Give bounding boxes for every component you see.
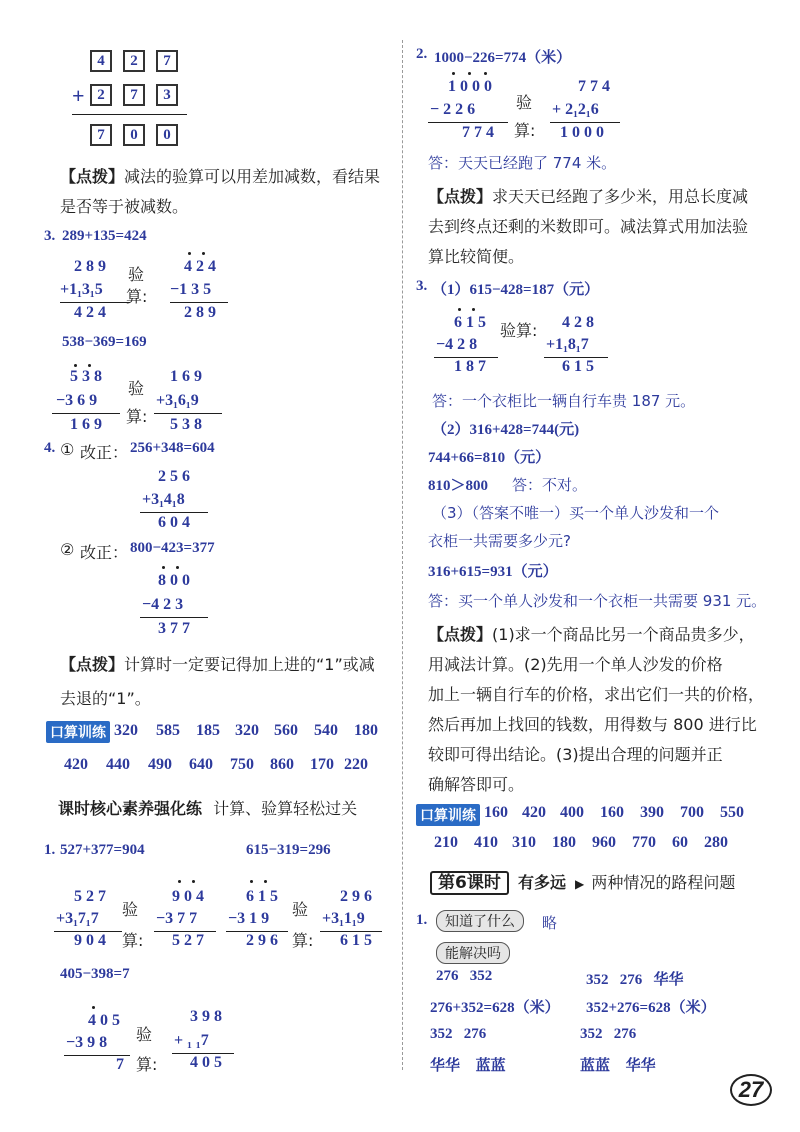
q4-number: 4. <box>44 440 56 456</box>
r-q1-line2a: 276+352=628（米） <box>430 1000 560 1016</box>
r-q3-hint-line2: 用减法计算。(2)先用一个单人沙发的价格 <box>428 655 723 674</box>
r-q3-answer1: 答：一个衣柜比一辆自行车贵 187 元。 <box>432 392 696 410</box>
r-q2-hint-line1: 【点拨】求天天已经跑了多少米，用总长度减 <box>428 187 749 206</box>
r-q2-equation: 1000−226=774（米） <box>434 50 572 66</box>
digit-box: 0 <box>156 124 178 146</box>
r-q1-line4a: 华华 蓝蓝 <box>430 1056 506 1074</box>
q1-equation-2: 615−319=296 <box>246 842 331 858</box>
yan-label: 验 <box>122 900 139 919</box>
r-q3-hint-line4: 然后再加上找回的钱数，用得数与 800 进行比 <box>428 715 757 734</box>
q3-equation-1: 289+135=424 <box>62 228 147 244</box>
hint-1-line1: 【点拨】减法的验算可以用差加减数，看结果 <box>60 167 381 186</box>
q4-circle-2: ② <box>60 540 75 559</box>
yan-label: 验 <box>136 1025 153 1044</box>
sum-line <box>72 114 187 115</box>
oral-training-badge-right: 口算训练 <box>416 804 480 826</box>
digit-box: 7 <box>90 124 112 146</box>
yan-label: 验 <box>128 265 145 284</box>
r-q3-answer3: 答：买一个单人沙发和一个衣柜一共需要 931 元。 <box>428 592 767 610</box>
r-q3-hint-line6: 确解答即可。 <box>428 775 525 794</box>
suan-label: 算: <box>136 1055 158 1074</box>
lesson-tag: 第6课时 <box>430 871 509 895</box>
r-q1-line4b: 蓝蓝 华华 <box>580 1056 656 1074</box>
q4-fix-label-1: 改正： <box>80 443 129 462</box>
r-q3-hint-line5: 较即可得出结论。(3)提出合理的问题并正 <box>428 745 723 764</box>
r-q2-number: 2. <box>416 46 428 62</box>
q4-circle-1: ① <box>60 440 75 459</box>
yan-suan-label: 验算: <box>500 321 538 340</box>
digit-box: 7 <box>123 84 145 106</box>
q1-number: 1. <box>44 842 56 858</box>
yan-label: 验 <box>516 93 533 112</box>
r-q3-number: 3. <box>416 278 428 294</box>
digit-box: 3 <box>156 84 178 106</box>
suan-label: 算: <box>514 121 536 140</box>
r-q3-part3c: 316+615=931（元） <box>428 564 558 580</box>
r-q3-part1: （1）615−428=187（元） <box>432 282 600 298</box>
suan-label: 算: <box>122 931 144 950</box>
r-q3-part3b: 衣柜一共需要多少元? <box>428 532 571 550</box>
r-q2-hint-line2: 去到终点还剩的米数即可。减法算式用加法验 <box>428 217 749 236</box>
r-q1-line2b: 352+276=628（米） <box>586 1000 716 1016</box>
suan-label: 算: <box>126 407 148 426</box>
q4-fix-label-2: 改正： <box>80 543 129 562</box>
digit-box: 4 <box>90 50 112 72</box>
q4-equation-2: 800−423=377 <box>130 540 215 556</box>
section-heading: 课时核心素养强化练 计算、验算轻松过关 <box>58 799 358 818</box>
q3-number: 3. <box>44 228 56 244</box>
column-divider <box>402 40 403 1070</box>
lue-answer: 略 <box>542 914 558 932</box>
q4-equation-1: 256+348=604 <box>130 440 215 456</box>
r-q3-hint-line1: 【点拨】(1)求一个商品比另一个商品贵多少， <box>428 625 755 644</box>
hint-2-line1: 【点拨】计算时一定要记得加上进的“1”或减 <box>60 655 375 674</box>
yan-label: 验 <box>292 900 309 919</box>
r-q3-part3a: （3）（答案不唯一）买一个单人沙发和一个 <box>432 504 720 522</box>
q1-equation-1: 527+377=904 <box>60 842 145 858</box>
solve-bubble: 能解决吗 <box>436 942 510 964</box>
suan-label: 算: <box>292 931 314 950</box>
digit-box: 2 <box>123 50 145 72</box>
digit-box: 2 <box>90 84 112 106</box>
yan-label: 验 <box>128 379 145 398</box>
r-q1-line1b: 352 276 华华 <box>586 972 684 988</box>
r-q3-part2b: 744+66=810（元） <box>428 450 551 466</box>
know-bubble: 知道了什么 <box>436 910 524 932</box>
q1-equation-3: 405−398=7 <box>60 966 130 982</box>
plus-sign: + <box>72 83 85 108</box>
suan-label: 算: <box>126 287 148 306</box>
r-q3-hint-line3: 加上一辆自行车的价格，求出它们一共的价格， <box>428 685 765 704</box>
page-number: 27 <box>730 1074 772 1106</box>
r-q3-part2c: 810＞800 <box>428 478 489 494</box>
oral-training-badge: 口算训练 <box>46 721 110 743</box>
hint-1-line2: 是否等于被减数。 <box>60 197 189 216</box>
r-q2-answer: 答：天天已经跑了 774 米。 <box>428 154 617 172</box>
lesson-header <box>430 868 735 893</box>
r-q1-line1a: 276 352 <box>436 968 493 984</box>
digit-box: 7 <box>156 50 178 72</box>
r-q1-line3a: 352 276 <box>430 1026 487 1042</box>
lesson-title: 有多远 <box>517 873 566 892</box>
r-q3-part2d: 答：不对。 <box>512 476 588 494</box>
arrow-icon: ▶ <box>575 877 585 891</box>
r-q1-number: 1. <box>416 912 428 928</box>
lesson-subtitle: 两种情况的路程问题 <box>591 873 736 892</box>
r-q3-part2: （2）316+428=744(元) <box>432 422 580 438</box>
hint-2-line2: 去退的“1”。 <box>60 689 151 708</box>
digit-box: 0 <box>123 124 145 146</box>
r-q2-hint-line3: 算比较简便。 <box>428 247 525 266</box>
q3-equation-2: 538−369=169 <box>62 334 147 350</box>
r-q1-line3b: 352 276 <box>580 1026 637 1042</box>
